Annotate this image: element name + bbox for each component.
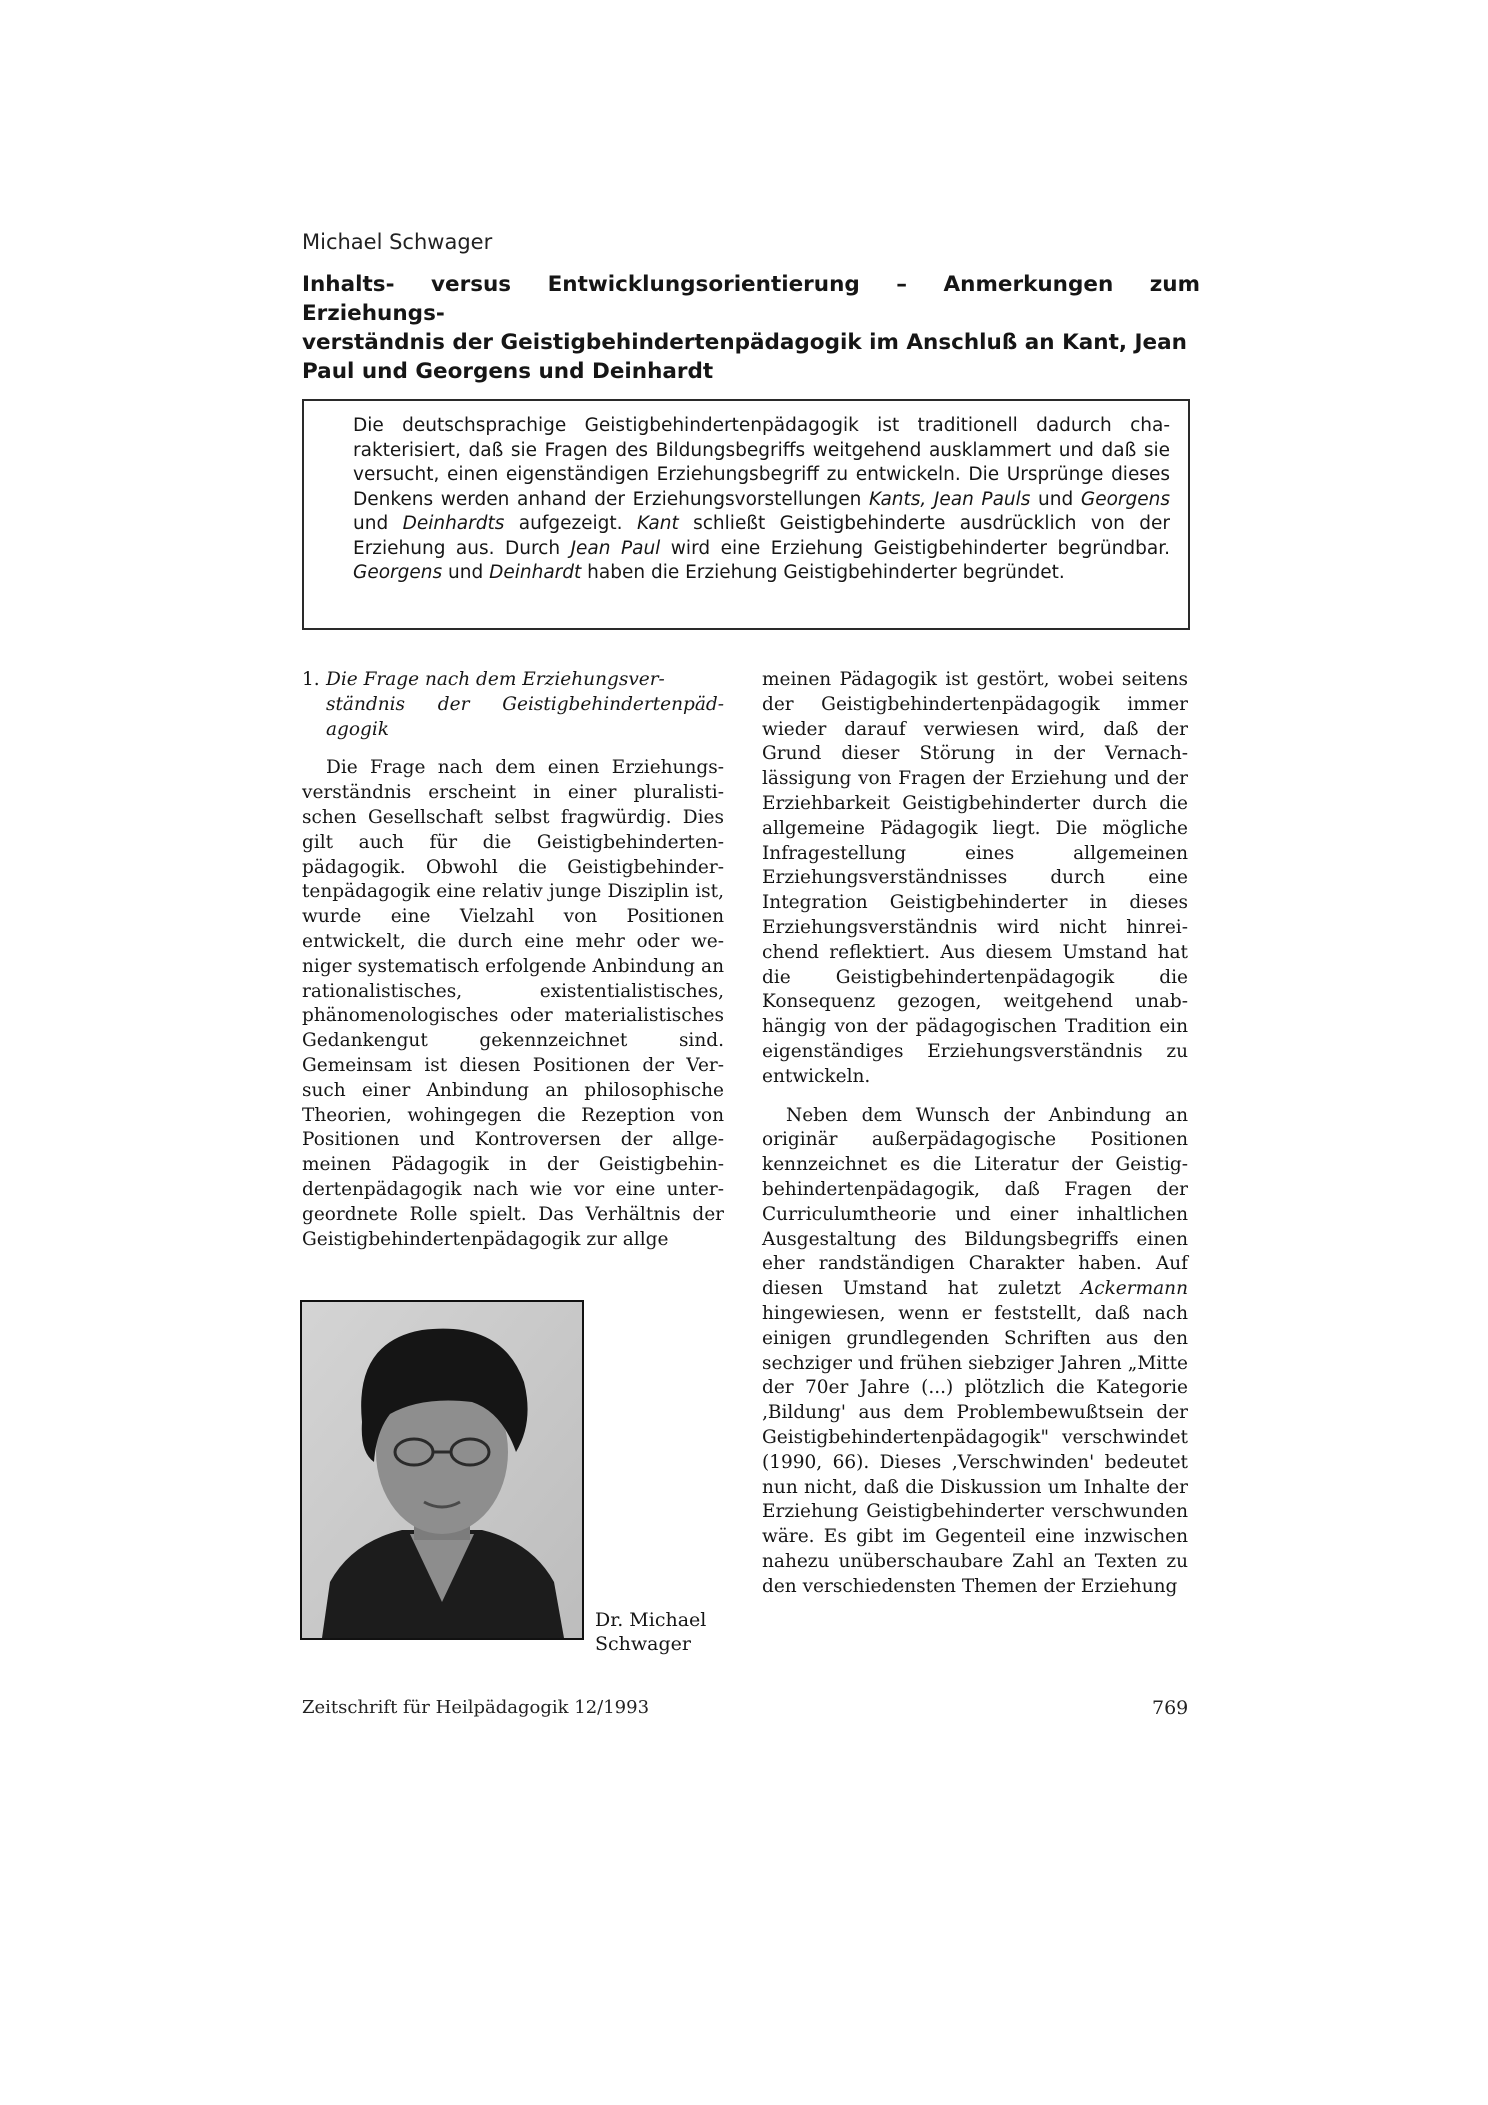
abstract-box xyxy=(302,399,1190,630)
page-number: 769 xyxy=(1152,1697,1189,1719)
journal-footer: Zeitschrift für Heilpädagogik 12/1993 xyxy=(302,1697,650,1718)
title-line-3: Paul und Georgens und Deinhardt xyxy=(302,359,714,384)
section-number: 1. xyxy=(302,669,320,690)
body-paragraph: Die Frage nach dem einen Erziehungsverständnis erscheint in einer pluralistischen Gesellschaft selbst fragwürdig. Dies gilt auch für die Geistigbehindertenpädagogik. Obwohl die Geistigbehindertenpädagogik eine relativ junge Disziplin ist, wurde eine Vielzahl von Positionen entwickelt, die durch eine mehr oder weniger systematisch erfolgende Anbindung an rationalistisches, existentialistisches, phänomenologisches oder materialistisches Gedankengut gekennzeichnet sind. Gemeinsam ist diesen Positionen der Versuch einer Anbindung an philosophische Theorien, wohingegen die Rezeption von Positionen und Kontroversen der allgemeinen Pädagogik in der Geistigbehindertenpädagogik nach wie vor eine untergeordnete Rolle spielt. Das Verhältnis der Geistigbehindertenpädagogik zur allge xyxy=(302,757,724,1250)
section-heading-line-1: Die Frage nach dem Erziehungsver- xyxy=(326,669,665,690)
title-line-2: verständnis der Geistigbehindertenpädagogik im Anschluß an Kant, Jean xyxy=(302,330,1187,355)
title-line-1: Inhalts- versus Entwicklungsorientierung – Anmerkungen zum Erziehungs- xyxy=(302,272,1200,326)
section-heading xyxy=(302,668,724,742)
author-name: Michael Schwager xyxy=(302,230,493,254)
right-column xyxy=(762,668,1188,1599)
section-heading-continued: ständnis der Geistigbehindertenpädagogik xyxy=(326,693,724,740)
cited-author: Ackermann xyxy=(1080,1278,1188,1300)
abstract-text: Die deutschsprachige Geistigbehindertenpädagogik ist traditionell dadurch charakterisiert, daß sie Fragen des Bildungsbegriffs weitgehend ausklammert und daß sie versucht, einen eigenständigen Erziehungsbegriff zu entwickeln. Die Ursprünge dieses Denkens werden anhand der Erziehungsvorstellungen Kants, Jean Pauls und Georgens und Deinhardts aufgezeigt. Kant schließt Geistigbehinderte ausdrücklich von der Erziehung aus. Durch Jean Paul wird eine Erziehung Geistigbehinderter begründbar. Georgens und Deinhardt haben die Erziehung Geistigbehinderter begründet. xyxy=(353,415,1171,583)
body-paragraph: meinen Pädagogik ist gestört, wobei seitens der Geistigbehindertenpädagogik immer wieder darauf verwiesen wird, daß der Grund dieser Störung in der Vernachlässigung von Fragen der Erziehung und der Erziehbarkeit Geistigbehinderter durch die allgemeine Pädagogik liegt. Die mögliche Infragestellung eines allgemeinen Erziehungsverständnisses durch eine Integration Geistigbehinderter in dieses Erziehungsverständnis wird nicht hinreichend reflektiert. Aus diesem Umstand hat die Geistigbehindertenpädagogik die Konsequenz gezogen, weitgehend unabhängig von der pädagogischen Tradition ein eigenständiges Erziehungsverständnis zu entwickeln. xyxy=(762,669,1188,1087)
photo-caption xyxy=(595,1608,725,1656)
caption-line-2: Schwager xyxy=(595,1633,691,1655)
author-photo xyxy=(300,1300,584,1640)
left-column xyxy=(302,668,724,1252)
article-title xyxy=(302,270,1200,386)
caption-line-1: Dr. Michael xyxy=(595,1609,707,1631)
body-paragraph: Neben dem Wunsch der Anbindung an originär außerpädagogische Positionen kennzeichnet es die Literatur der Geistigbehindertenpädagogik, daß Fragen der Curriculumtheorie und einer inhaltlichen Ausgestaltung des Bildungsbegriffs einen eher randständigen Charakter haben. Auf diesen Umstand hat zuletzt Ackermann hingewiesen, wenn er feststellt, daß nach einigen grundlegenden Schriften aus den sechziger und frühen siebziger Jahren „Mitte der 70er Jahre (...) plötzlich die Kategorie ‚Bildung' aus dem Problembewußtsein der Geistigbehindertenpädagogik" verschwindet (1990, 66). Dieses ‚Verschwinden' bedeutet nun nicht, daß die Diskussion um Inhalte der Erziehung Geistigbehinderter verschwunden wäre. Es gibt im Gegenteil eine inzwischen nahezu unüberschaubare Zahl an Texten zu den verschiedensten Themen der Erziehung xyxy=(762,1104,1188,1597)
